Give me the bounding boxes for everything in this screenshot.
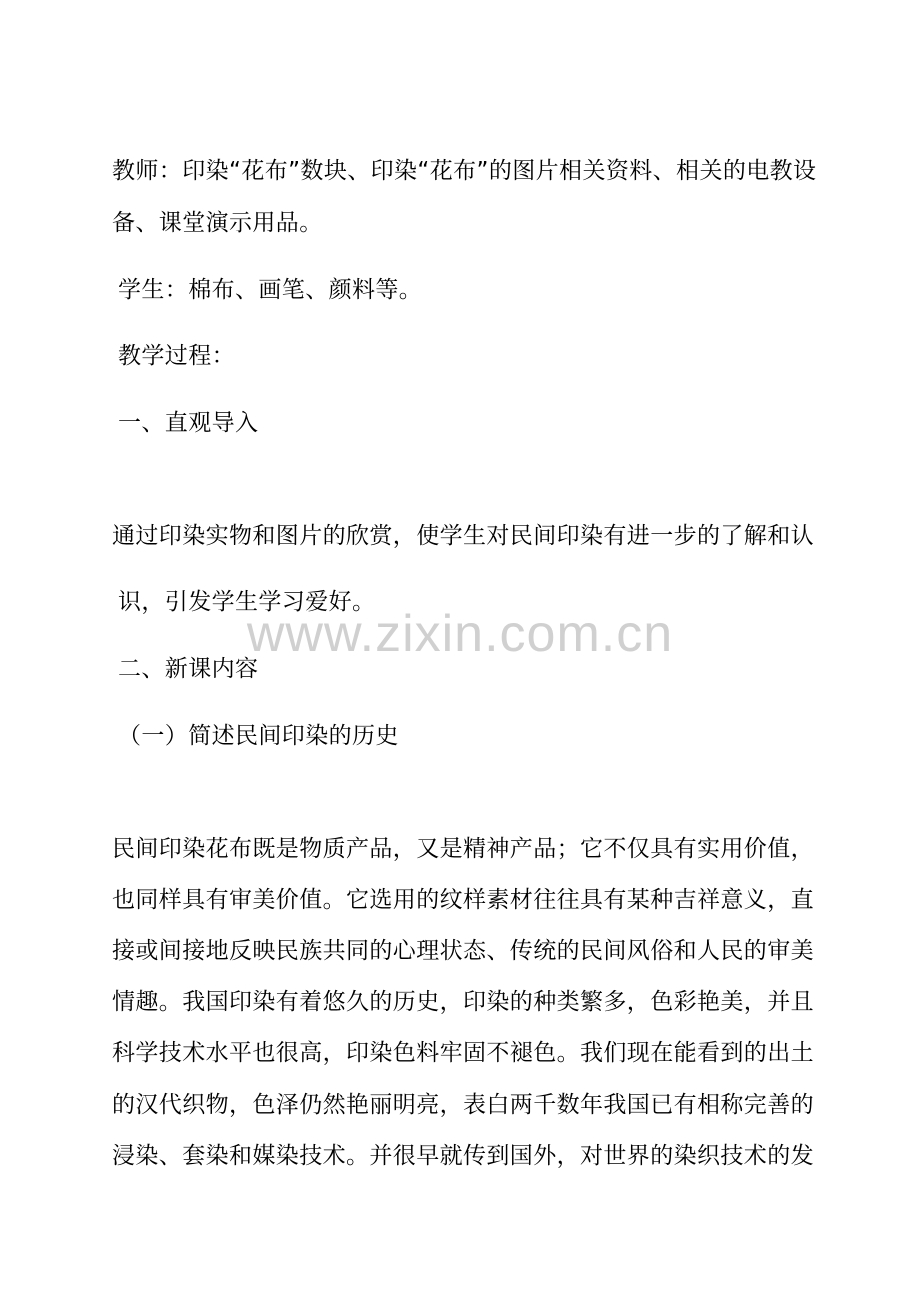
text-line-14: 科学技术水平也很高，印染色料牢固不褪色。我们现在能看到的出土 bbox=[112, 1040, 814, 1066]
text-line-7: 识，引发学生学习爱好。 bbox=[118, 589, 376, 615]
text-line-10: 民间印染花布既是物质产品，又是精神产品；它不仅具有实用价值， bbox=[112, 836, 814, 862]
text-line-11: 也同样具有审美价值。它选用的纹样素材往往具有某种吉祥意义，直 bbox=[112, 887, 814, 913]
text-line-3: 学生：棉布、画笔、颜料等。 bbox=[118, 277, 423, 303]
text-line-12: 接或间接地反映民族共同的心理状态、传统的民间风俗和人民的审美 bbox=[112, 938, 814, 964]
text-line-13: 情趣。我国印染有着悠久的历史，印染的种类繁多，色彩艳美，并且 bbox=[112, 989, 814, 1015]
text-line-15: 的汉代织物，色泽仍然艳丽明亮，表白两千数年我国已有相称完善的 bbox=[112, 1092, 814, 1118]
text-line-6: 通过印染实物和图片的欣赏，使学生对民间印染有进一步的了解和认 bbox=[112, 523, 814, 549]
text-line-5: 一、直观导入 bbox=[118, 410, 259, 436]
text-line-4: 教学过程： bbox=[118, 343, 235, 369]
text-line-16: 浸染、套染和媒染技术。并很早就传到国外，对世界的染织技术的发 bbox=[112, 1143, 814, 1169]
text-line-1: 教师：印染“花布”数块、印染“花布”的图片相关资料、相关的电教设 bbox=[112, 158, 817, 184]
watermark: www.zixin.com.cn bbox=[246, 605, 674, 663]
text-line-2: 备、课堂演示用品。 bbox=[112, 210, 323, 236]
text-line-8: 二、新课内容 bbox=[118, 656, 259, 682]
text-line-9: （一）简述民间印染的历史 bbox=[118, 723, 399, 749]
